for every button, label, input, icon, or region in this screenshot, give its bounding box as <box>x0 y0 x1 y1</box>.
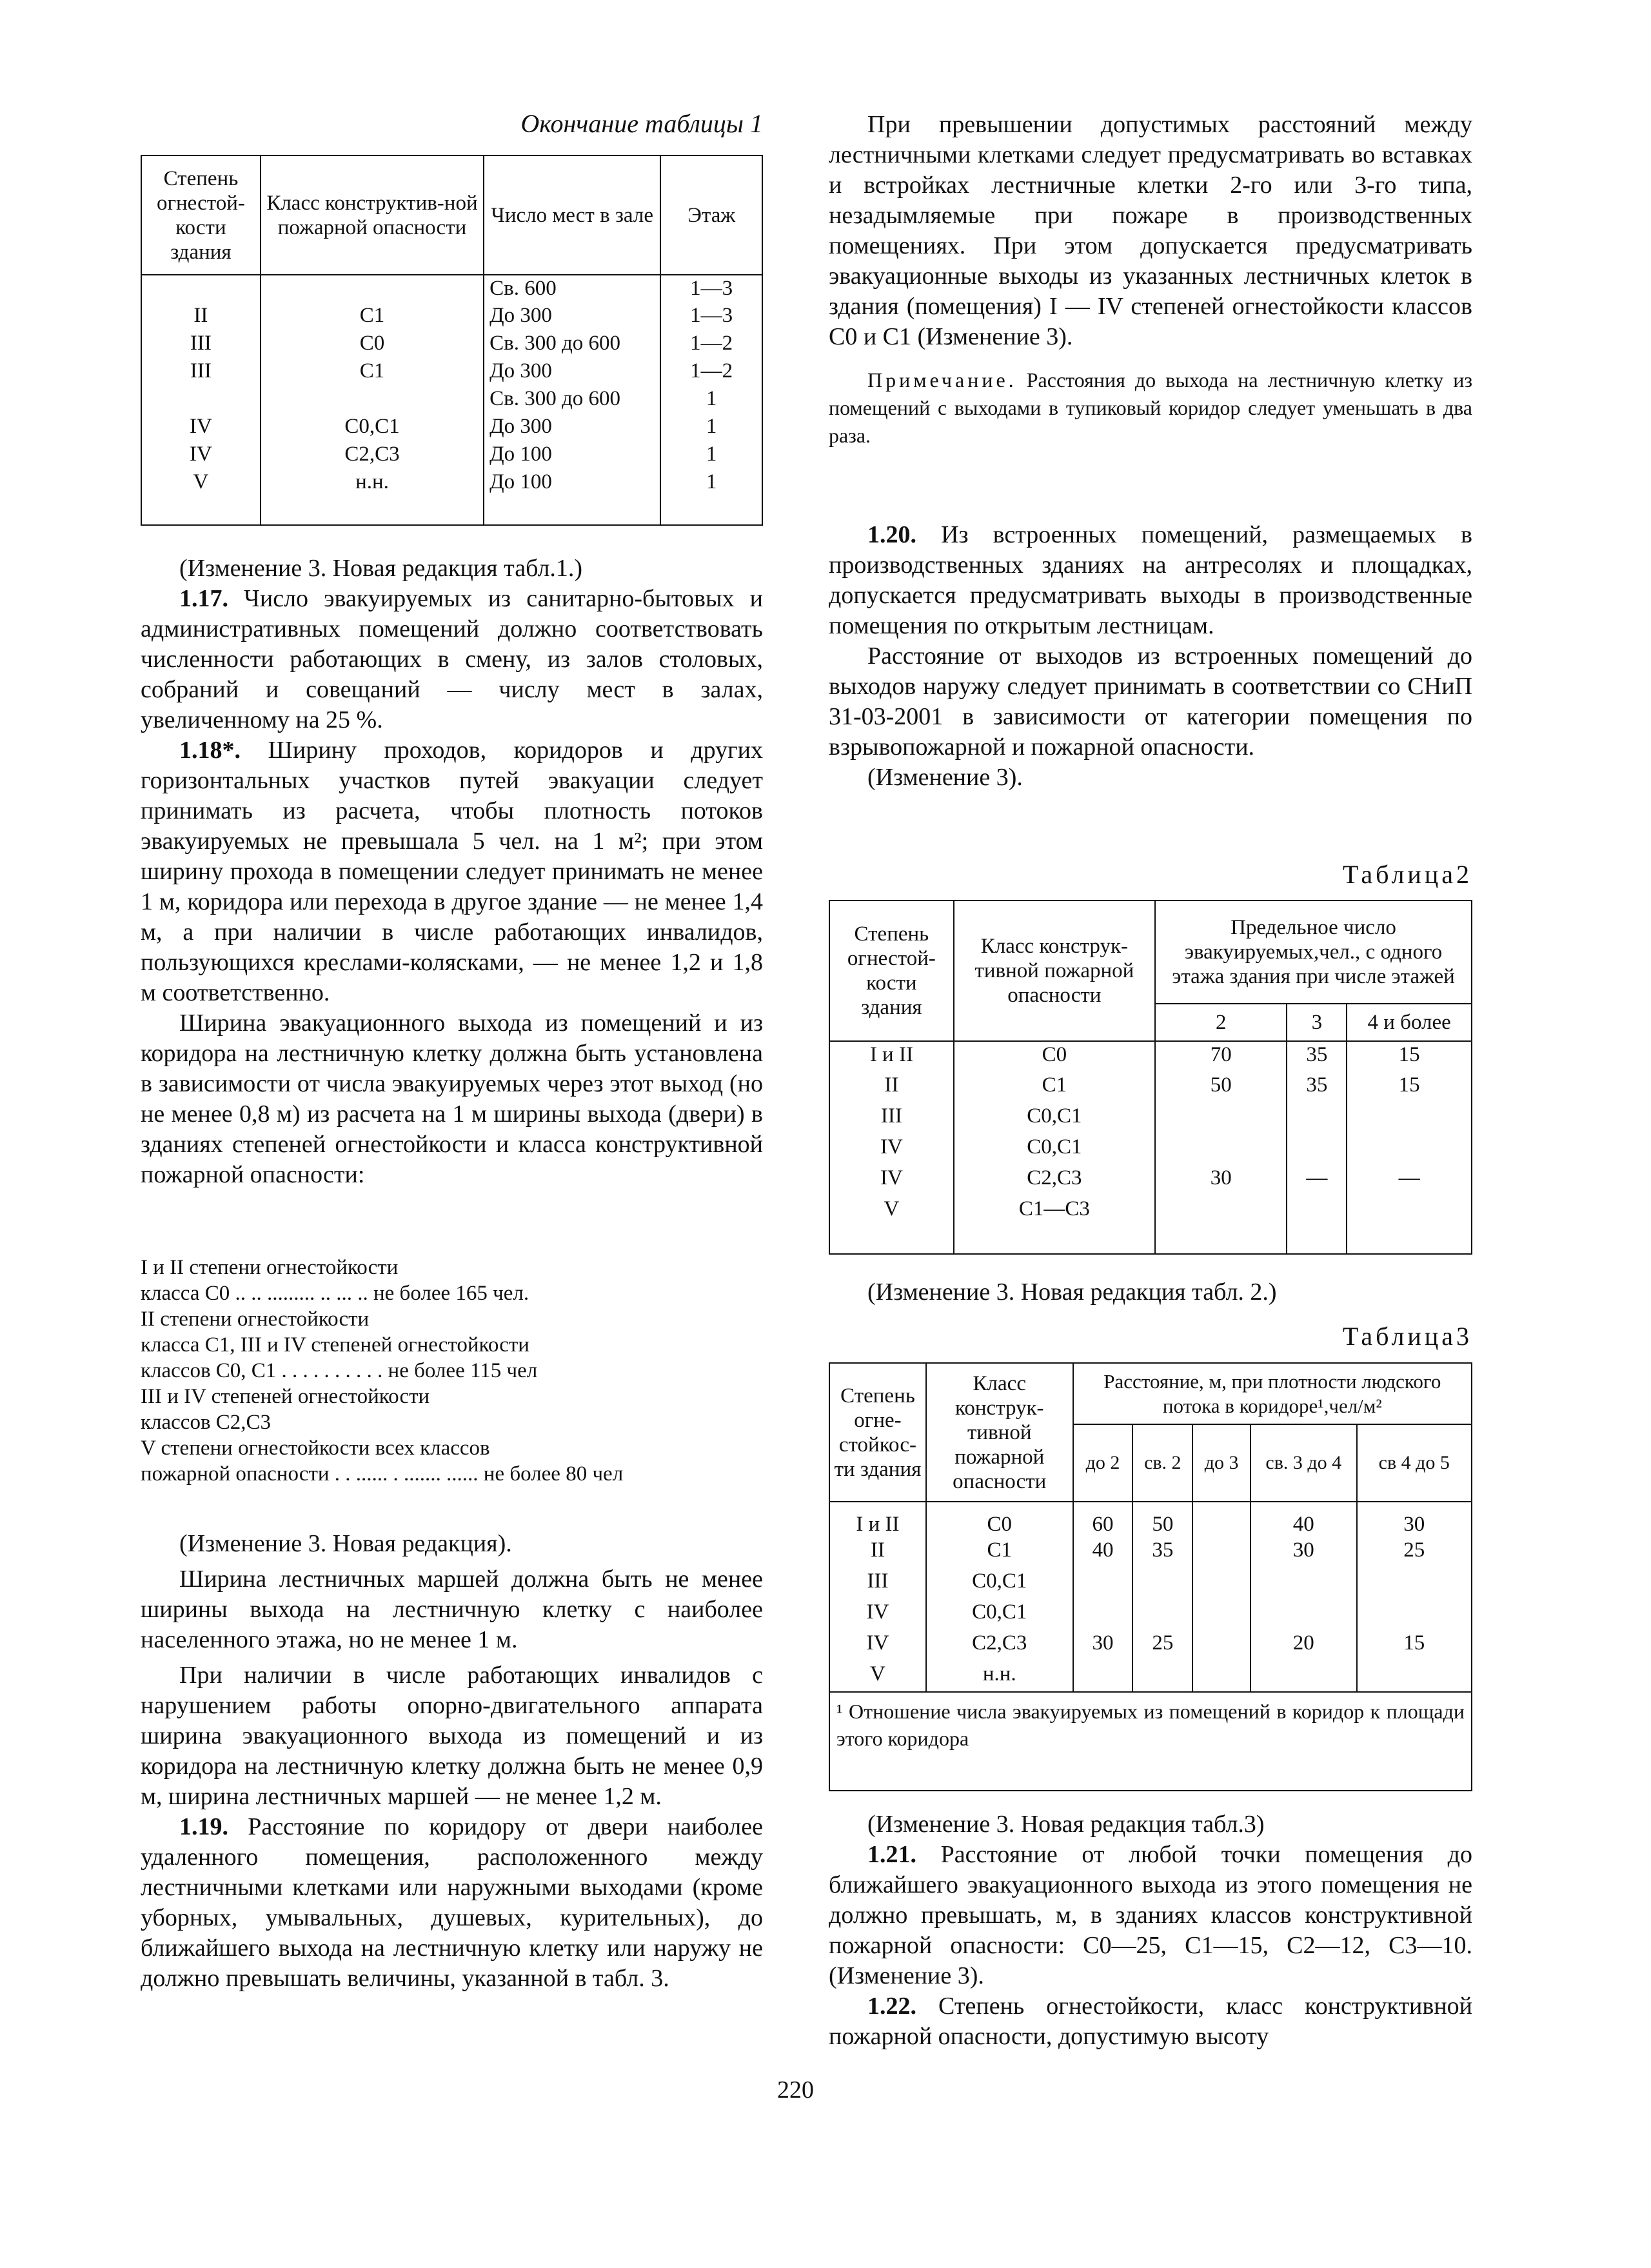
table-row <box>829 1165 1472 1196</box>
clause-number: 1.19. <box>179 1813 228 1840</box>
table2-subheader: 3 <box>1287 1004 1347 1041</box>
paragraph-excess: При превышении допустимых расстояний между лестничными клетками следует предусматривать во вставках и встройках лестничные клетки 2-го или 3-го типа, незадымляемые при пожаре в производственных помещениях. При этом допускается предусматривать эвакуационные выходы из указанных лестничных клеток в здания (помещения) I — IV степеней огнестойкости классов C0 и C1 (Изменение 3). <box>829 111 1472 350</box>
note <box>829 366 1472 450</box>
table2-header-2: Класс конструк-тивной пожарной опасности <box>954 900 1155 1041</box>
table-row <box>141 275 762 303</box>
table-cell: 40 <box>1251 1502 1357 1537</box>
table-cell <box>1287 1103 1347 1134</box>
paragraph-1-21 <box>829 1840 1472 1991</box>
table-row <box>829 1103 1472 1134</box>
table3-caption: Таблица3 <box>1342 1322 1472 1351</box>
capacity-list <box>141 1255 763 1487</box>
table-cell: До 300 <box>484 303 660 330</box>
clause-text: Число эвакуируемых из санитарно-бытовых и административных помещений должно соответствовать численности работающих в смену, из залов столовых, собраний и совещаний — числу мест в залах, увеличенному на 25 %. <box>141 585 763 733</box>
table-cell: 1 <box>660 386 762 413</box>
list-item: II степени огнестойкости <box>141 1308 370 1331</box>
table-cell: 1—2 <box>660 330 762 358</box>
list-item: III и IV степеней огнестойкости <box>141 1385 430 1408</box>
table-cell <box>1347 1134 1472 1165</box>
table-cell: III <box>141 330 261 358</box>
table-row <box>829 1599 1472 1630</box>
clause-number: 1.22. <box>867 1993 916 2020</box>
clause-number: 1.21. <box>867 1841 916 1868</box>
table2-header-3: Предельное число эвакуируемых,чел., с одного этажа здания при числе этажей <box>1155 900 1472 1004</box>
table-cell: C1 <box>954 1072 1155 1103</box>
table-row <box>141 303 762 330</box>
table-cell: 1—3 <box>660 303 762 330</box>
table-cell <box>1132 1661 1192 1692</box>
paragraph-stairs: Ширина лестничных маршей должна быть не менее ширины выхода на лестничную клетку с наиболее населенного этажа, но не менее 1 м. <box>141 1566 763 1653</box>
table-cell <box>1251 1599 1357 1630</box>
table-row <box>141 413 762 441</box>
table-cell: C2,C3 <box>954 1165 1155 1196</box>
note-text: Расстояния до выхода на лестничную клетку из помещений с выходами в тупиковый коридор следует уменьшать в два раза. <box>829 368 1472 447</box>
table-cell <box>1347 1196 1472 1254</box>
list-item: классов C0, C1 . . . . . . . . . . не более 115 чел <box>141 1359 538 1382</box>
table-cell: C0,C1 <box>954 1134 1155 1165</box>
change-note-5: (Изменение 3. Новая редакция табл.3) <box>867 1811 1265 1838</box>
note-label: Примечание. <box>867 368 1017 392</box>
table-cell: C1 <box>926 1537 1073 1568</box>
table-cell <box>1192 1661 1251 1692</box>
table-cell: 30 <box>1357 1502 1472 1537</box>
table1-header-4: Этаж <box>660 155 762 275</box>
table3-subheader: до 3 <box>1192 1424 1251 1502</box>
table-cell <box>1192 1568 1251 1599</box>
paragraph-disabled: При наличии в числе работающих инвалидов с нарушением работы опорно-двигательного аппарата ширина эвакуационного выхода из помещений и из коридора на лестничную клетку должна быть не менее 0,9 м, ширина лестничных маршей — не менее 1,2 м. <box>141 1662 763 1810</box>
table3-header-1: Степень огне-стойкос-ти здания <box>829 1363 926 1502</box>
clause-text: Расстояние по коридору от двери наиболее удаленного помещения, расположенного между лестничными клетками или наружными выходами (кроме уборных, умывальных, душевых, курительных), до ближайшего выхода на лестничную клетку или наружу не должно превышать величины, указанной в табл. 3. <box>141 1813 763 1992</box>
table-cell: Св. 300 до 600 <box>484 386 660 413</box>
paragraph-built-in: Расстояние от выходов из встроенных помещений до выходов наружу следует принимать в соответствии со СНиП 31-03-2001 в зависимости от категории помещения по взрывопожарной и пожарной опасности. <box>829 642 1472 761</box>
table-row <box>141 469 762 525</box>
table-cell: V <box>829 1196 954 1254</box>
table-cell: IV <box>141 413 261 441</box>
table1-header-2: Класс конструктив-ной пожарной опасности <box>261 155 484 275</box>
table-cell: — <box>1347 1165 1472 1196</box>
list-item: I и II степени огнестойкости <box>141 1256 399 1279</box>
table-cell: 20 <box>1251 1630 1357 1661</box>
table-row <box>829 1630 1472 1661</box>
paragraph-1-22 <box>829 1991 1472 2052</box>
table3-subheader: до 2 <box>1073 1424 1133 1502</box>
table-cell: 40 <box>1073 1537 1133 1568</box>
change-note-3: (Изменение 3). <box>867 764 1023 791</box>
table-cell: III <box>829 1568 926 1599</box>
table3-subheader: св 4 до 5 <box>1357 1424 1472 1502</box>
table-cell <box>1357 1599 1472 1630</box>
table-cell: C2,C3 <box>926 1630 1073 1661</box>
list-item: V степени огнестойкости всех классов <box>141 1437 490 1460</box>
table-cell: IV <box>829 1599 926 1630</box>
table-cell: — <box>1287 1165 1347 1196</box>
table1-caption: Окончание таблицы 1 <box>520 109 763 138</box>
table-cell: н.н. <box>926 1661 1073 1692</box>
table-cell: II <box>829 1537 926 1568</box>
table-cell: V <box>829 1661 926 1692</box>
table-cell <box>261 275 484 303</box>
table-row <box>829 1568 1472 1599</box>
clause-text: Из встроенных помещений, размещаемых в производственных зданиях на антресолях и площадках, допускается предусматривать выходы в производственные помещения по открытым лестницам. <box>829 521 1472 639</box>
table-cell <box>1357 1661 1472 1692</box>
table-cell: C0,C1 <box>926 1599 1073 1630</box>
table-cell: 50 <box>1132 1502 1192 1537</box>
table-cell: V <box>141 469 261 525</box>
table-cell: До 100 <box>484 441 660 469</box>
table-cell: IV <box>829 1630 926 1661</box>
clause-number: 1.20. <box>867 521 916 548</box>
table-cell: 35 <box>1287 1041 1347 1072</box>
table-cell: 50 <box>1155 1072 1287 1103</box>
table-cell <box>1287 1134 1347 1165</box>
table2-caption: Таблица2 <box>1342 860 1472 889</box>
table3-header-2: Класс конструк-тивной пожарной опасности <box>926 1363 1073 1502</box>
paragraph-1-20 <box>829 520 1472 641</box>
table-cell: C1 <box>261 303 484 330</box>
table-cell: н.н. <box>261 469 484 525</box>
table-cell <box>1073 1599 1133 1630</box>
table-cell: 35 <box>1287 1072 1347 1103</box>
table-cell: 35 <box>1132 1537 1192 1568</box>
table-cell <box>1073 1661 1133 1692</box>
table-row <box>829 1537 1472 1568</box>
table-cell: 15 <box>1357 1630 1472 1661</box>
table-cell: C0,C1 <box>926 1568 1073 1599</box>
table-row <box>829 1502 1472 1537</box>
table-row <box>141 358 762 386</box>
table-cell <box>1155 1134 1287 1165</box>
table-cell: C0,C1 <box>954 1103 1155 1134</box>
table-cell: II <box>141 303 261 330</box>
table-cell: C0,C1 <box>261 413 484 441</box>
table3-subheader: св. 3 до 4 <box>1251 1424 1357 1502</box>
table1-header-3: Число мест в зале <box>484 155 660 275</box>
table-cell: C0 <box>261 330 484 358</box>
table-row <box>141 330 762 358</box>
table-cell: 1—2 <box>660 358 762 386</box>
table-cell: IV <box>141 441 261 469</box>
clause-number: 1.17. <box>179 585 228 612</box>
table-cell <box>1155 1103 1287 1134</box>
table2-subheader: 2 <box>1155 1004 1287 1041</box>
table3-footnote: ¹ Отношение числа эвакуируемых из помещений в коридор к площади этого коридора <box>829 1692 1472 1791</box>
change-note-1: (Изменение 3. Новая редакция табл.1.) <box>179 555 583 582</box>
table-cell: 1 <box>660 413 762 441</box>
table-cell: C1 <box>261 358 484 386</box>
table-cell: I и II <box>829 1502 926 1537</box>
table3-header-3: Расстояние, м, при плотности людского потока в коридоре¹,чел/м² <box>1073 1363 1472 1424</box>
table-cell: II <box>829 1072 954 1103</box>
table-cell <box>1192 1502 1251 1537</box>
table-cell: 25 <box>1132 1630 1192 1661</box>
clause-number: 1.18*. <box>179 737 241 764</box>
table-cell: До 300 <box>484 358 660 386</box>
table-cell: I и II <box>829 1041 954 1072</box>
table-cell: 1 <box>660 469 762 525</box>
table-cell <box>1073 1568 1133 1599</box>
table-cell: 25 <box>1357 1537 1472 1568</box>
table-3 <box>829 1362 1472 1791</box>
table-cell: 30 <box>1155 1165 1287 1196</box>
table-cell: 1 <box>660 441 762 469</box>
table-cell: 1—3 <box>660 275 762 303</box>
table-cell: III <box>141 358 261 386</box>
table-cell: C2,C3 <box>261 441 484 469</box>
table-1 <box>141 155 763 526</box>
table-cell: 60 <box>1073 1502 1133 1537</box>
table2-header-1: Степень огнестой-кости здания <box>829 900 954 1041</box>
table-cell <box>1251 1661 1357 1692</box>
paragraph-1-19 <box>141 1812 763 1994</box>
table-cell <box>141 275 261 303</box>
table-cell <box>1357 1568 1472 1599</box>
table1-header-1: Степень огнестой-кости здания <box>141 155 261 275</box>
table-cell: 15 <box>1347 1041 1472 1072</box>
table-cell <box>1192 1537 1251 1568</box>
clause-text: Степень огнестойкости, класс конструктивной пожарной опасности, допустимую высоту <box>829 1993 1472 2050</box>
table-cell: 30 <box>1073 1630 1133 1661</box>
table-cell: 30 <box>1251 1537 1357 1568</box>
table-row <box>829 1072 1472 1103</box>
table-cell <box>261 386 484 413</box>
table-row <box>141 386 762 413</box>
table-cell <box>1132 1599 1192 1630</box>
table-row <box>829 1196 1472 1254</box>
table-2 <box>829 900 1472 1255</box>
table2-subheader: 4 и более <box>1347 1004 1472 1041</box>
table-cell: 15 <box>1347 1072 1472 1103</box>
table-cell <box>1287 1196 1347 1254</box>
table-row <box>829 1661 1472 1692</box>
table-cell <box>1251 1568 1357 1599</box>
table-cell: 70 <box>1155 1041 1287 1072</box>
table-cell <box>1155 1196 1287 1254</box>
list-item: класса C1, III и IV степеней огнестойкости <box>141 1333 529 1357</box>
table-cell: C1—C3 <box>954 1196 1155 1254</box>
list-item: пожарной опасности . . ...... . ....... ...... не более 80 чел <box>141 1462 624 1486</box>
table-cell: Св. 300 до 600 <box>484 330 660 358</box>
table-cell <box>141 386 261 413</box>
table-cell <box>1192 1630 1251 1661</box>
table-cell: До 300 <box>484 413 660 441</box>
table-cell: IV <box>829 1134 954 1165</box>
table-cell: До 100 <box>484 469 660 525</box>
table-cell: Св. 600 <box>484 275 660 303</box>
paragraph-1-18 <box>141 735 763 1008</box>
list-item: класса C0 .. .. ......... .. ... .. не более 165 чел. <box>141 1282 529 1305</box>
table-cell <box>1192 1599 1251 1630</box>
page-number: 220 <box>777 2076 814 2104</box>
list-item: классов C2,C3 <box>141 1411 272 1434</box>
table-row <box>829 1134 1472 1165</box>
change-note-4: (Изменение 3. Новая редакция табл. 2.) <box>867 1278 1277 1306</box>
paragraph-1-17 <box>141 584 763 735</box>
clause-text: Расстояние от любой точки помещения до ближайшего эвакуационного выхода из этого помещения не должно превышать, м, в зданиях классов конструктивной пожарной опасности: C0—25, C1—15, C2—12, C3—10. (Изменение 3). <box>829 1841 1472 1989</box>
table-row <box>141 441 762 469</box>
table3-subheader: св. 2 <box>1132 1424 1192 1502</box>
change-note-2: (Изменение 3. Новая редакция). <box>179 1530 512 1557</box>
table-cell: C0 <box>954 1041 1155 1072</box>
table-cell: C0 <box>926 1502 1073 1537</box>
table-cell <box>1347 1103 1472 1134</box>
paragraph-exit-width: Ширина эвакуационного выхода из помещений и из коридора на лестничную клетку должна быть установлена в зависимости от числа эвакуируемых через этот выход (но не менее 0,8 м) из расчета на 1 м ширины выхода (двери) в зданиях степеней огнестойкости и класса конструктивной пожарной опасности: <box>141 1010 763 1188</box>
table-cell <box>1132 1568 1192 1599</box>
table-cell: III <box>829 1103 954 1134</box>
table-row <box>829 1041 1472 1072</box>
table-cell: IV <box>829 1165 954 1196</box>
clause-text: Ширину проходов, коридоров и других горизонтальных участков путей эвакуации следует принимать из расчета, чтобы плотность потоков эвакуируемых не превышала 5 чел. на 1 м²; при этом ширину прохода в помещении следует принимать не менее 1 м, коридора или перехода в другое здание — не менее 1,4 м, а при наличии в числе работающих инвалидов, пользующихся креслами-колясками, — не менее 1,2 и 1,8 м соответственно. <box>141 737 763 1006</box>
